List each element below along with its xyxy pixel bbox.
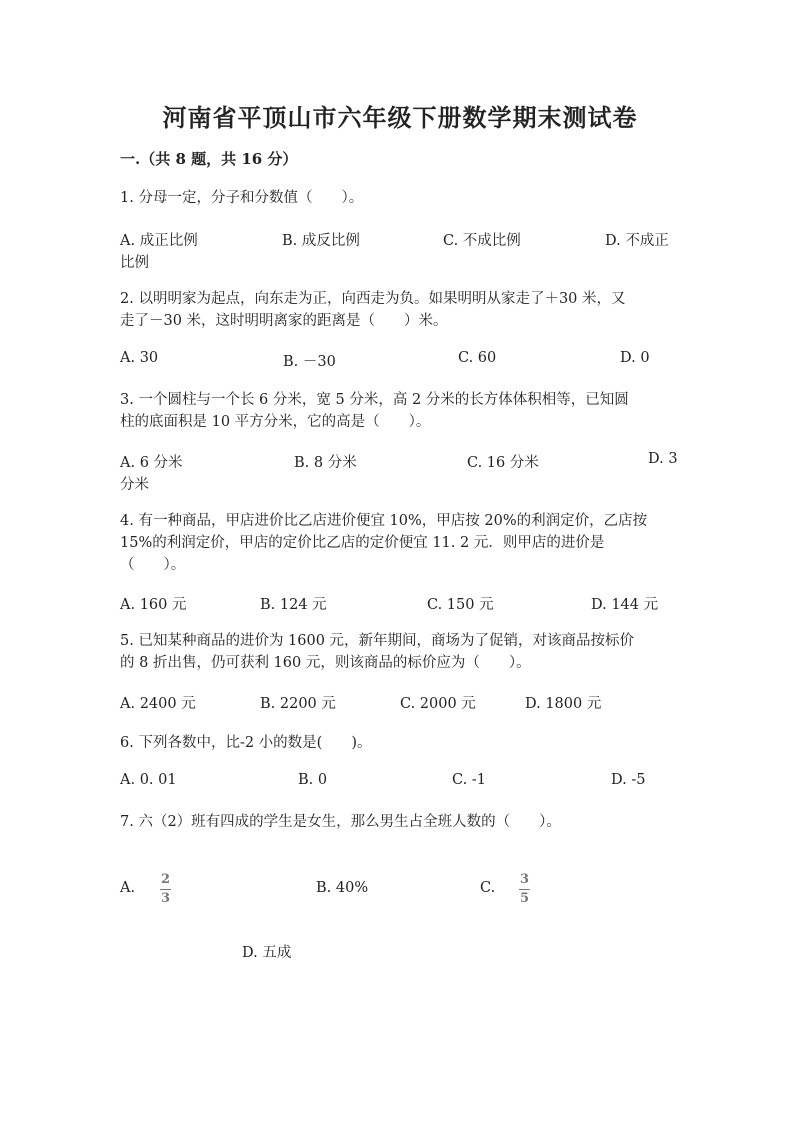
question-4-option-b: B. 124 元 xyxy=(260,597,327,613)
fraction-denominator: 5 xyxy=(519,891,530,906)
fraction-numerator: 3 xyxy=(519,872,530,887)
question-1-option-b: B. 成反比例 xyxy=(282,233,360,249)
question-7-option-a-fraction xyxy=(160,873,171,906)
question-3-option-c: C. 16 分米 xyxy=(467,455,539,471)
question-1-option-a: A. 成正比例 xyxy=(120,233,198,249)
question-6-option-d: D. -5 xyxy=(611,772,646,788)
question-3-stem-line-2: 柱的底面积是 10 平方分米，它的高是（ ）。 xyxy=(120,414,431,430)
question-5-option-a: A. 2400 元 xyxy=(120,696,196,712)
question-3-stem-line-1: 3. 一个圆柱与一个长 6 分米，宽 5 分米，高 2 分米的长方体体积相等，已知圆 xyxy=(120,392,629,408)
question-2-option-c: C. 60 xyxy=(458,350,497,366)
fraction-bar xyxy=(160,889,171,890)
question-2-option-b: B. －30 xyxy=(283,354,336,370)
question-2-stem-line-2: 走了－30 米，这时明明离家的距离是（ ）米。 xyxy=(120,313,448,329)
question-2-option-d: D. 0 xyxy=(620,350,650,366)
question-5-option-b: B. 2200 元 xyxy=(260,696,336,712)
question-5-stem-line-1: 5. 已知某种商品的进价为 1600 元，新年期间，商场为了促销，对该商品按标价 xyxy=(120,633,635,649)
question-3-option-d: D. 3 xyxy=(648,451,678,467)
fraction-numerator: 2 xyxy=(160,872,171,887)
question-7-option-d: D. 五成 xyxy=(242,945,292,961)
question-4-stem-line-3: （ ）。 xyxy=(120,557,186,573)
question-4-option-d: D. 144 元 xyxy=(591,597,659,613)
question-1-option-d-continued: 比例 xyxy=(120,255,149,271)
question-2-option-a: A. 30 xyxy=(120,350,159,366)
page-title: 河南省平顶山市六年级下册数学期末测试卷 xyxy=(162,103,638,132)
question-1-stem: 1. 分母一定，分子和分数值（ ）。 xyxy=(120,190,364,206)
fraction-bar xyxy=(519,889,530,890)
question-3-option-a: A. 6 分米 xyxy=(120,455,183,471)
question-4-option-a: A. 160 元 xyxy=(120,597,187,613)
question-3-option-d-continued: 分米 xyxy=(120,477,149,493)
question-1-option-d: D. 不成正 xyxy=(605,233,669,249)
question-4-option-c: C. 150 元 xyxy=(427,597,494,613)
question-7-option-c-fraction xyxy=(519,873,530,906)
question-5-stem-line-2: 的 8 折出售，仍可获利 160 元，则该商品的标价应为（ ）。 xyxy=(120,655,531,671)
question-7-option-b: B. 40% xyxy=(316,880,369,896)
question-4-stem-line-2: 15%的利润定价，甲店的定价比乙店的定价便宜 11. 2 元．则甲店的进价是 xyxy=(120,535,605,551)
question-7-stem: 7. 六（2）班有四成的学生是女生，那么男生占全班人数的（ ）。 xyxy=(120,814,561,830)
question-4-stem-line-1: 4. 有一种商品，甲店进价比乙店进价便宜 10%，甲店按 20%的利润定价，乙店按 xyxy=(120,513,648,529)
question-7-option-c: C. xyxy=(480,880,496,896)
question-2-stem-line-1: 2. 以明明家为起点，向东走为正，向西走为负。如果明明从家走了＋30 米，又 xyxy=(120,291,626,307)
question-3-option-b: B. 8 分米 xyxy=(294,455,357,471)
question-7-option-a: A. xyxy=(120,880,136,896)
question-6-stem: 6. 下列各数中，比-2 小的数是( )。 xyxy=(120,735,372,751)
question-6-option-b: B. 0 xyxy=(298,772,328,788)
question-1-option-c: C. 不成比例 xyxy=(443,233,521,249)
question-6-option-a: A. 0. 01 xyxy=(120,772,177,788)
question-5-option-c: C. 2000 元 xyxy=(400,696,476,712)
fraction-denominator: 3 xyxy=(160,891,171,906)
question-6-option-c: C. -1 xyxy=(452,772,486,788)
section-heading: 一.（共 8 题，共 16 分） xyxy=(120,150,298,168)
question-5-option-d: D. 1800 元 xyxy=(525,696,602,712)
